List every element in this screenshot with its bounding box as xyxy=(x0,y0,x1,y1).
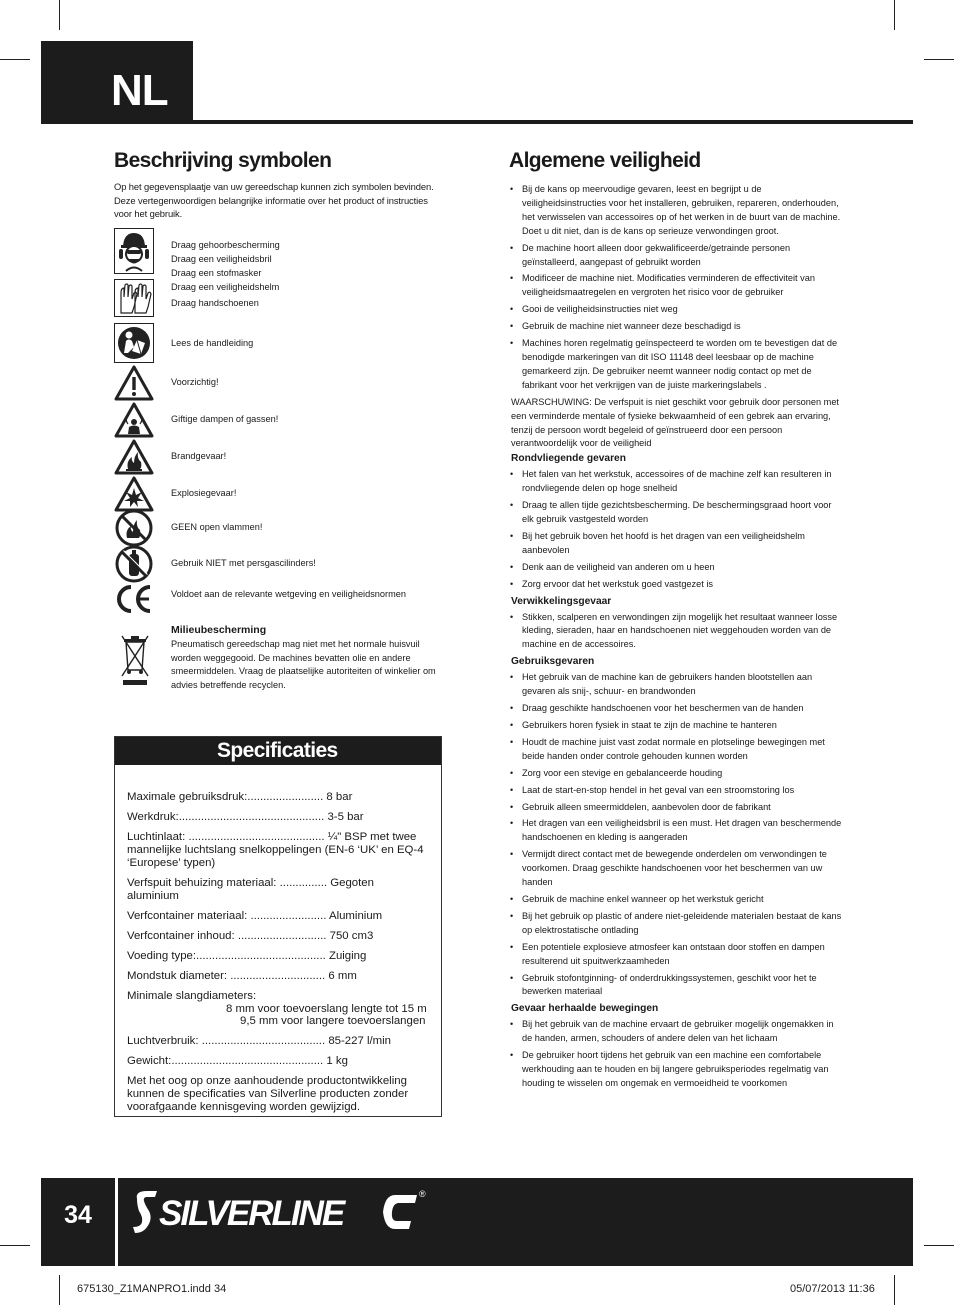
list-item: • Gebruikers horen fysiek in staat te zijn de machine te hanteren xyxy=(509,719,844,733)
toxic-fumes-icon xyxy=(114,402,154,438)
spec-row xyxy=(127,950,429,963)
list-item: • Machines horen regelmatig geïnspecteerd te worden om te bevestigen dat de benodigde markeringen van dit ISO 11148 deel leesbaar op de machine gemarkeerd zijn. De gebruiker neemt wanneer nodig contact op met de fabrikant voor het verkrijgen van de juiste markeringslabels . xyxy=(509,337,844,393)
list-item: • Gebruik alleen smeermiddelen, aanbevolen door de fabrikant xyxy=(509,801,844,815)
symbol-row xyxy=(114,365,219,401)
symbol-row xyxy=(114,228,280,292)
section-heading: Gevaar herhaalde bewegingen xyxy=(511,1003,659,1015)
spec-leader: ......................................... xyxy=(196,950,326,962)
spec-label: Voeding type: xyxy=(127,950,197,962)
environment-body: Pneumatisch gereedschap mag niet met het normale huisvuil worden weggegooid. De machines bevatten olie en andere smeermiddelen. Vraag de plaatselijke autoriteiten of winkelier om advies betreffende recyclen. xyxy=(171,638,436,691)
list-item: • Draag te allen tijde gezichtsbescherming. De beschermingsgraad hoort voor elk gebruik vastgesteld worden xyxy=(509,499,844,527)
symbol-line: Brandgevaar! xyxy=(171,451,227,461)
symbol-line: Voldoet aan de relevante wetgeving en veiligheidsnormen xyxy=(171,589,406,599)
spec-row xyxy=(127,811,429,824)
crop-mark xyxy=(924,1245,954,1246)
crop-mark xyxy=(924,59,954,60)
language-tab: NL xyxy=(41,41,193,123)
section-list xyxy=(509,611,844,653)
logo-wordmark: SILVERLINE xyxy=(159,1194,344,1233)
list-item: • Vermijdt direct contact met de bewegende onderdelen om verwondingen te voorkomen. Draag geschikte handschoenen voor het beschermen van uw handen xyxy=(509,848,844,890)
symbol-row xyxy=(114,439,227,475)
spec-value: 750 cm3 xyxy=(329,930,374,942)
spec-leader: ................................................ xyxy=(171,1055,324,1067)
symbol-text xyxy=(171,556,316,570)
header-rule xyxy=(41,120,913,124)
spec-value: Gegoten aluminium xyxy=(127,877,374,902)
symbol-text xyxy=(171,520,262,534)
general-safety-section xyxy=(509,150,844,1094)
crop-mark xyxy=(894,0,895,30)
list-item: • Bij het gebruik op plastic of andere niet-geleidende materialen bestaat de kans op elektrostatische ontlading xyxy=(509,910,844,938)
list-item: • Het dragen van een veiligheidsbril is een must. Het dragen van beschermende handschoenen en kleding is aangeraden xyxy=(509,817,844,845)
spec-value: Zuiging xyxy=(328,950,367,962)
specifications-header xyxy=(115,737,441,765)
section-heading: Gebruiksgevaren xyxy=(511,656,595,668)
symbol-line: Draag een stofmasker xyxy=(171,268,262,278)
spec-row xyxy=(127,1055,429,1068)
spec-leader: ........................ xyxy=(247,791,324,803)
spec-label: Gewicht: xyxy=(127,1055,172,1067)
symbol-text xyxy=(171,412,278,426)
crop-mark xyxy=(0,59,30,60)
symbol-row xyxy=(114,402,279,438)
gloves-icon xyxy=(114,279,154,317)
symbol-text xyxy=(171,587,406,601)
list-item: • Bij de kans op meervoudige gevaren, leest en begrijpt u de veiligheidsinstructies voor het installeren, gebruiken, repareren, onderhouden, het verwisselen van accessoires op of het werken in de buurt van de machine. Doet u dit niet, dan is de kans op serieuze verwondingen groot. xyxy=(509,183,844,239)
symbols-section xyxy=(114,150,444,221)
section-list xyxy=(509,671,844,999)
symbol-line: Gebruik NIET met persgascilinders! xyxy=(171,558,316,568)
spec-label: Minimale slangdiameters: xyxy=(127,990,257,1002)
symbol-line: Giftige dampen of gassen! xyxy=(171,414,279,424)
warning-paragraph: WAARSCHUWING: De verfspuit is niet geschikt voor gebruik door personen met een verminderde mentale of fysieke bekwaamheid of een gebrek aan ervaring, tenzij de persoon wordt begeleid of geïnstrueerd door een persoon verantwoordelijk voor de veiligheid xyxy=(511,396,839,449)
silverline-logo xyxy=(133,1187,429,1237)
spec-label: Werkdruk: xyxy=(127,811,179,823)
spec-value: 1 kg xyxy=(326,1055,348,1067)
symbol-row xyxy=(114,323,254,363)
symbol-text xyxy=(171,336,253,350)
spec-label: Maximale gebruiksdruk: xyxy=(127,791,248,803)
spec-row xyxy=(127,877,429,903)
spec-leader: ............... xyxy=(279,877,328,889)
spec-value: 3-5 bar xyxy=(327,811,364,823)
spec-row xyxy=(127,990,429,1028)
spec-value: 8 bar xyxy=(326,791,353,803)
list-item: • Zorg voor een stevige en gebalanceerde houding xyxy=(509,767,844,781)
symbol-line: Draag een veiligheidsbril xyxy=(171,254,272,264)
crop-mark xyxy=(894,1275,895,1305)
list-item: • Gebruik stofontginning- of onderdrukkingssystemen, geschikt voor het te bewerken materiaal xyxy=(509,972,844,1000)
symbol-line: Lees de handleiding xyxy=(171,338,254,348)
list-item: • Laat de start-en-stop hendel in het geval van een stroomstoring los xyxy=(509,784,844,798)
spec-label: Luchtinlaat: xyxy=(127,831,186,843)
symbol-row xyxy=(114,476,237,512)
specifications-body xyxy=(115,765,441,1114)
no-open-flames-icon xyxy=(114,508,154,548)
crop-mark xyxy=(59,0,60,30)
spec-label: Luchtverbruik: xyxy=(127,1035,199,1047)
explosion-hazard-icon xyxy=(114,476,154,512)
symbol-text xyxy=(171,375,219,389)
spec-label: Verfcontainer inhoud: xyxy=(127,930,235,942)
file-slug: 675130_Z1MANPRO1.indd 34 xyxy=(77,1283,227,1295)
list-item: • Houdt de machine juist vast zodat normale en plotselinge bewegingen met beide handen onder controle gehouden kunnen worden xyxy=(509,736,844,764)
list-item: • De gebruiker hoort tijdens het gebruik van een machine een comfortabele werkhouding aan te houden en bij langere gebruiksperiodes regelmatig van houding te wisselen om ongemak en vermoeidheid te voorkomen xyxy=(509,1049,844,1091)
list-item: • Het falen van het werkstuk, accessoires of de machine zelf kan resulteren in rondvliegende delen op hoge snelheid xyxy=(509,468,844,496)
symbols-intro: Op het gegevensplaatje van uw gereedschap kunnen zich symbolen bevinden. Deze vertegenwoordigen belangrijke informatie over het product of instructies voor het gebruik. xyxy=(114,181,434,220)
spec-value: Aluminium xyxy=(328,910,383,922)
specifications-title: Specificaties xyxy=(217,739,338,762)
read-manual-icon xyxy=(114,323,154,363)
list-item: • Zorg ervoor dat het werkstuk goed vastgezet is xyxy=(509,578,844,592)
list-item: • De machine hoort alleen door gekwalificeerde/getrainde personen geïnstalleerd, aangepast of gebruikt worden xyxy=(509,242,844,270)
fire-hazard-icon xyxy=(114,439,154,475)
spec-row xyxy=(127,970,429,983)
environment-text xyxy=(171,624,451,693)
symbol-text xyxy=(171,296,259,310)
spec-row xyxy=(127,1035,429,1048)
symbol-line: Draag handschoenen xyxy=(171,298,259,308)
list-item: • Denk aan de veiligheid van anderen om u heen xyxy=(509,561,844,575)
list-item: • Gebruik de machine enkel wanneer op het werkstuk gericht xyxy=(509,893,844,907)
list-item: • Stikken, scalperen en verwondingen zijn mogelijk het resultaat wanneer losse kleding, sieraden, haar en handschoenen niet weggehouden worden van de machine en de accessoires. xyxy=(509,611,844,653)
crop-mark xyxy=(59,1275,60,1305)
list-item: • Gebruik de machine niet wanneer deze beschadigd is xyxy=(509,320,844,334)
list-item: • Draag geschikte handschoenen voor het beschermen van de handen xyxy=(509,702,844,716)
spec-note: Met het oog op onze aanhoudende productontwikkeling kunnen de specificaties van Silverline producten zonder voorafgaande kennisgeving worden gewijzigd. xyxy=(127,1075,409,1113)
symbol-row xyxy=(114,508,263,548)
spec-leader: .............................................. xyxy=(178,811,325,823)
section-list xyxy=(509,1018,844,1091)
ce-mark-icon xyxy=(114,581,154,617)
spec-row xyxy=(127,831,429,870)
symbol-text xyxy=(171,238,280,294)
weee-bin-icon xyxy=(120,632,150,691)
spec-leader: ....................................... xyxy=(201,1035,326,1047)
spec-leader: ........................ xyxy=(250,910,327,922)
symbol-line: GEEN open vlammen! xyxy=(171,522,263,532)
spec-leader: ............................ xyxy=(237,930,327,942)
spec-value: 85-227 l/min xyxy=(328,1035,392,1047)
date-slug: 05/07/2013 11:36 xyxy=(790,1283,875,1295)
spec-label: Verfcontainer materiaal: xyxy=(127,910,248,922)
page-number: 34 xyxy=(64,1201,92,1229)
spec-label: Mondstuk diameter: xyxy=(127,970,228,982)
spec-row xyxy=(127,910,429,923)
symbol-line: Voorzichtig! xyxy=(171,377,219,387)
section-heading: Rondvliegende gevaren xyxy=(511,453,626,465)
symbol-text xyxy=(171,486,236,500)
general-safety-list xyxy=(509,183,844,393)
list-item: • Het gebruik van de machine kan de gebruikers handen blootstellen aan gevaren als snij-, schuur- en brandwonden xyxy=(509,671,844,699)
symbol-line: Draag gehoorbescherming xyxy=(171,240,280,250)
spec-value: 6 mm xyxy=(328,970,357,982)
list-item: • Modificeer de machine niet. Modificaties verminderen de effectiviteit van veiligheidsmaatregelen en vergroten het risico voor de gebruiker xyxy=(509,272,844,300)
registered-mark: ® xyxy=(419,1189,426,1199)
list-item: • Bij het gebruik van de machine ervaart de gebruiker mogelijk ongemakken in de handen, armen, schouders of andere delen van het lichaam xyxy=(509,1018,844,1046)
symbols-title: Beschrijving symbolen xyxy=(114,149,332,172)
list-item: • Bij het gebruik boven het hoofd is het dragen van een veiligheidshelm aanbevolen xyxy=(509,530,844,558)
protective-equipment-icon xyxy=(114,228,154,274)
footer-divider xyxy=(115,1178,118,1266)
list-item: • Gooi de veiligheidsinstructies niet weg xyxy=(509,303,844,317)
no-gas-cylinders-icon xyxy=(114,544,154,584)
spec-value: 8 mm voor toevoerslang lengte tot 15 m xyxy=(226,1003,427,1015)
warning-triangle-icon xyxy=(114,365,154,401)
spec-row xyxy=(127,930,429,943)
spec-leader: .............................. xyxy=(230,970,326,982)
list-item: • Een potentiele explosieve atmosfeer kan ontstaan door stoffen en dampen resulterend uit spuitwerkzaamheden xyxy=(509,941,844,969)
symbol-row xyxy=(114,544,316,584)
specifications-box xyxy=(114,736,442,1117)
general-safety-title: Algemene veiligheid xyxy=(509,149,701,172)
symbol-line: Draag een veiligheidshelm xyxy=(171,282,280,292)
spec-label: Verfspuit behuizing materiaal: xyxy=(127,877,277,889)
spec-value: 9,5 mm voor langere toevoerslangen xyxy=(240,1015,426,1027)
spec-value: ¼" BSP met twee mannelijke luchtslang snelkoppelingen (EN-6 ‘UK’ en EQ-4 ‘Europese’ typen) xyxy=(127,831,424,869)
symbol-line: Explosiegevaar! xyxy=(171,488,237,498)
section-list xyxy=(509,468,844,591)
spec-row xyxy=(127,791,429,804)
section-heading: Verwikkelingsgevaar xyxy=(511,595,612,607)
environment-title: Milieubescherming xyxy=(171,624,267,636)
crop-mark xyxy=(0,1245,30,1246)
symbol-text xyxy=(171,449,226,463)
spec-leader: ........................................... xyxy=(188,831,325,843)
symbol-row xyxy=(114,581,406,617)
